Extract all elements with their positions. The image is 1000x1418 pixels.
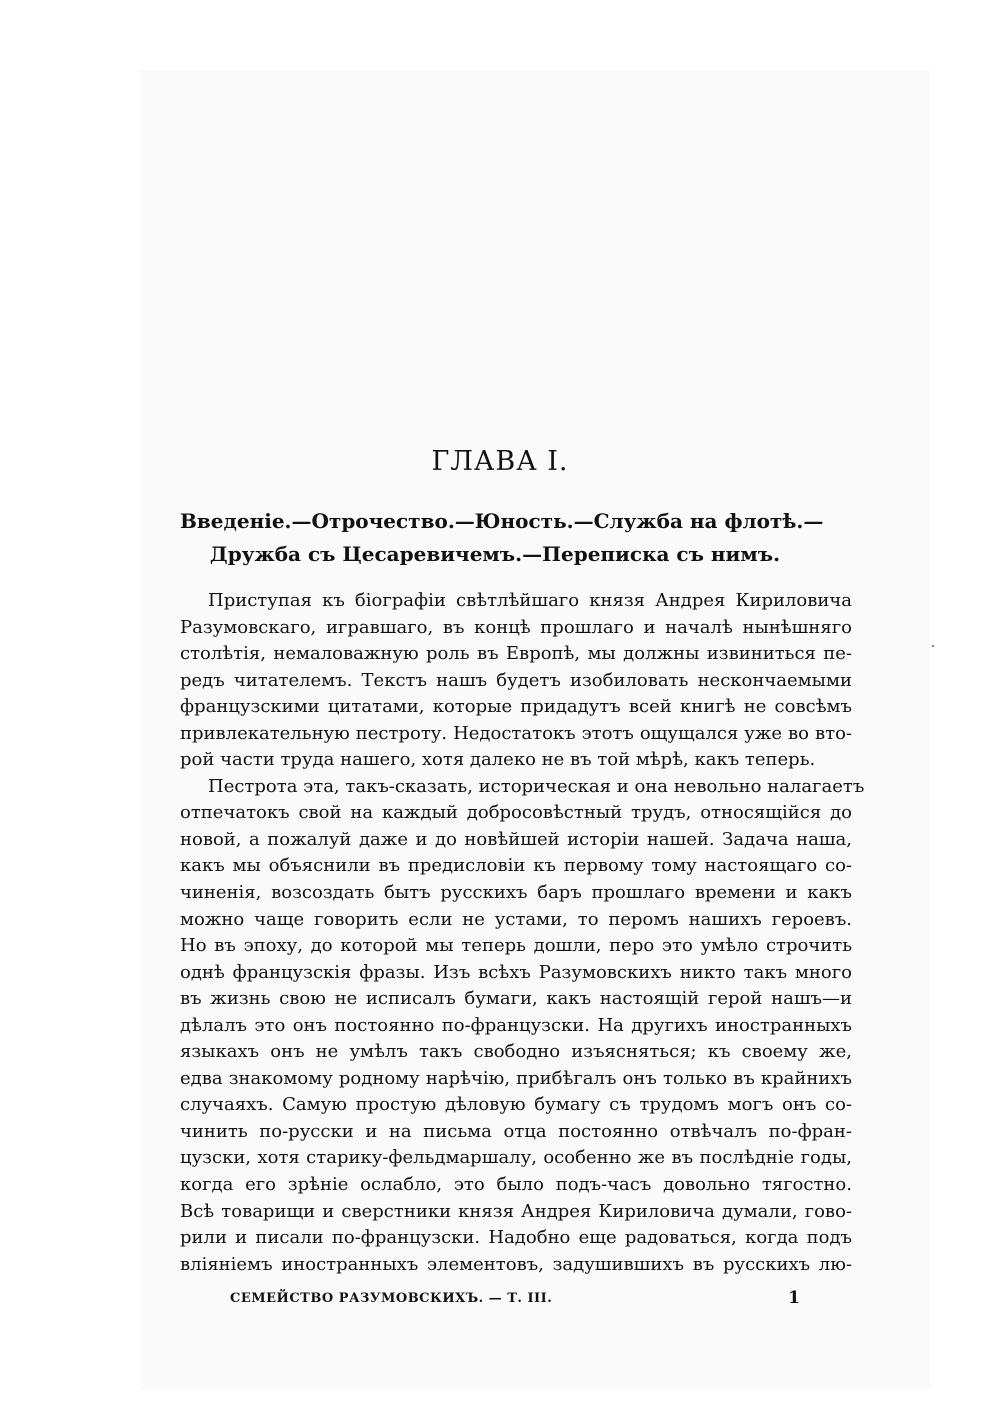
text-line: Приступая къ біографіи свѣтлѣйшаго князя Андрея Кириловича (208, 590, 852, 611)
text-line: можно чаще говорить если не устами, то перомъ нашихъ героевъ. (180, 908, 852, 930)
text-line: рили и писали по-французски. Надобно еще радоваться, когда подъ (180, 1227, 852, 1249)
text-line: Разумовскаго, игравшаго, въ концѣ прошлаго и началѣ нынѣшняго (180, 616, 852, 638)
subtitle-line: Дружба съ Цесаревичемъ.—Переписка съ нимъ. (209, 542, 781, 566)
page-number: 1 (788, 1288, 800, 1308)
text-line: французскими цитатами, которые придадутъ всей книгѣ не совсѣмъ (180, 696, 852, 718)
footer-signature: СЕМЕЙСТВО РАЗУМОВСКИХЪ. — Т. III. (230, 1291, 553, 1306)
text-line: однѣ французскія фразы. Изъ всѣхъ Разумовскихъ никто такъ много (180, 961, 852, 983)
text-line: цузски, хотя старику-фельдмаршалу, особенно же въ послѣдніе годы, (180, 1147, 852, 1169)
text-line: чинить по-русски и на письма отца постоянно отвѣчалъ по-фран- (180, 1120, 852, 1142)
text-line: редъ читателемъ. Текстъ нашъ будетъ изобиловать нескончаемыми (180, 669, 852, 691)
scan-speck (932, 645, 934, 647)
text-line: Но въ эпоху, до которой мы теперь дошли, перо это умѣло строчить (180, 935, 852, 957)
text-line: Всѣ товарищи и сверстники князя Андрея Кириловича думали, гово- (180, 1200, 852, 1222)
body-text (180, 588, 865, 1278)
text-line: чиненія, возсоздать бытъ русскихъ баръ прошлаго времени и какъ (180, 882, 852, 904)
text-line: вліяніемъ иностранныхъ элементовъ, задушившихъ въ русскихъ лю- (180, 1253, 852, 1275)
text-line: едва знакомому родному нарѣчію, прибѣгалъ онъ только въ крайнихъ (180, 1067, 852, 1089)
chapter-title: ГЛАВА I. (431, 446, 569, 477)
text-line: столѣтія, немаловажную роль въ Европѣ, мы должны извиниться пе- (180, 643, 852, 665)
chapter-subtitle (180, 505, 824, 571)
text-line: языкахъ онъ не умѣлъ такъ свободно изъясняться; къ своему же, (180, 1041, 852, 1063)
text-line: какъ мы объяснили въ предисловіи къ первому тому настоящаго со- (180, 855, 852, 877)
text-line: въ жизнь свою не исписалъ бумаги, какъ настоящій герой нашъ—и (180, 988, 852, 1010)
subtitle-line: Введеніе.—Отрочество.—Юность.—Служба на флотѣ.— (180, 509, 824, 533)
text-line: Пестрота эта, такъ-сказать, историческая и она невольно налагаетъ (208, 775, 865, 797)
text-line: случаяхъ. Самую простую дѣловую бумагу съ трудомъ могъ онъ со- (180, 1094, 852, 1116)
text-line: когда его зрѣніе ослабло, это было подъ-часъ довольно тягостно. (180, 1174, 852, 1196)
text-line: новой, а пожалуй даже и до новѣйшей исторіи нашей. Задача наша, (180, 828, 852, 850)
text-line: дѣлалъ это онъ постоянно по-французски. На другихъ иностранныхъ (180, 1014, 852, 1036)
text-line: отпечатокъ свой на каждый добросовѣстный трудъ, относящійся до (180, 802, 852, 824)
text-line: привлекательную пестроту. Недостатокъ этотъ ощущался уже во вто- (180, 722, 852, 744)
text-line: рой части труда нашего, хотя далеко не въ той мѣрѣ, какъ теперь. (180, 749, 816, 771)
